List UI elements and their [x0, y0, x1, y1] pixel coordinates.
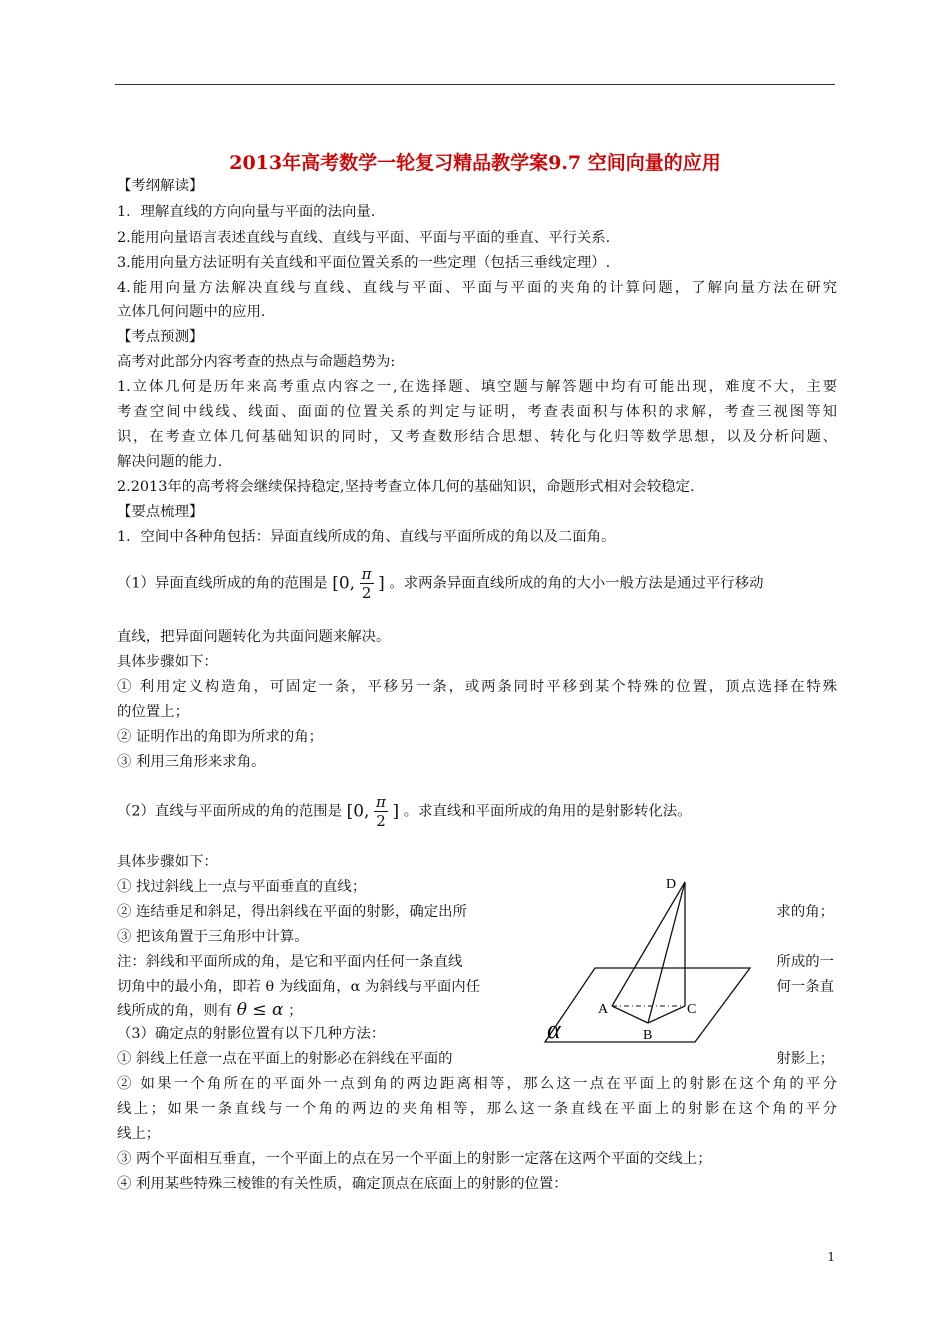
section-heading-kaogang: 【考纲解读】 [117, 178, 204, 194]
angle-range-line-2 [117, 793, 692, 830]
yuce-item: 1.立体几何是历年来高考重点内容之一,在选择题、填空题与解答题中均有可能出现，难度不大，主要 [117, 379, 837, 395]
steps-label: 具体步骤如下： [117, 854, 218, 870]
yuce-item: 高考对此部分内容考查的热点与命题趋势为: [117, 354, 396, 370]
edge-BC [648, 1006, 685, 1023]
method-item: 线上；如果一条直线与一个角的两边的夹角相等，那么这一条直线在平面上的射影在这个角的平分 [117, 1101, 837, 1117]
yuce-item: 识，在考查立体几何基础知识的同时，又考查数形结合思想、转化与化归等数学思想，以及分析问题、 [117, 429, 837, 445]
step-item: ① 利用定义构造角，可固定一条，平移另一条，或两条同时平移到某个特殊的位置，顶点选择在特殊 [117, 679, 837, 695]
fraction-pi-over-2 [360, 565, 374, 602]
step-item: ③ 把该角置于三角形中计算。 [117, 929, 309, 945]
range-close: ] [378, 573, 385, 594]
range-open: [0, [346, 801, 370, 822]
section-heading-shuli: 【要点梳理】 [117, 504, 204, 520]
page-title: 2013年高考数学一轮复习精品教学案9.7 空间向量的应用 [229, 152, 721, 174]
note-line: 切角中的最小角，即若 θ 为线面角，α 为斜线与平面内任 [117, 979, 481, 995]
fraction-denominator: 2 [361, 584, 372, 602]
text: 。求两条异面直线所成的角的大小一般方法是通过平行移动 [389, 575, 764, 592]
label-A: A [598, 1002, 609, 1017]
angle-range-line-1 [117, 565, 763, 602]
shuli-intro: 1．空间中各种角包括：异面直线所成的角、直线与平面所成的角以及二面角。 [117, 529, 616, 545]
fraction-numerator: π [376, 793, 386, 811]
edge-DB [648, 882, 685, 1023]
paragraph-line: 直线，把异面问题转化为共面问题来解决。 [117, 629, 391, 645]
note-line [117, 1000, 302, 1021]
yuce-item: 考查空间中线线、线面、面面的位置关系的判定与证明，考查表面积与体积的求解，考查三视图等知 [117, 404, 837, 420]
step-item: ② 证明作出的角即为所求的角； [117, 729, 324, 745]
step-item-right: 求的角； [776, 904, 834, 920]
kaogang-item: 3.能用向量方法证明有关直线和平面位置关系的一些定理（包括三垂线定理）. [117, 255, 611, 271]
fraction-denominator: 2 [376, 812, 386, 830]
label-alpha: α [547, 1015, 561, 1044]
text: 。求直线和平面所成的角用的是射影转化法。 [403, 803, 692, 820]
text: （1）异面直线所成的角的范围是 [117, 575, 328, 592]
method-item: ② 如果一个角所在的平面外一点到角的两边距离相等，那么这一点在平面上的射影在这个角的平分 [117, 1076, 837, 1092]
step-item: ② 连结垂足和斜足，得出斜线在平面的射影，确定出所 [117, 904, 467, 920]
text: （2）直线与平面所成的角的范围是 [117, 803, 343, 820]
method-item-right: 射影上； [776, 1051, 834, 1067]
steps-label: 具体步骤如下： [117, 654, 218, 670]
label-C: C [687, 1002, 697, 1017]
label-B: B [643, 1028, 653, 1043]
note-line-right: 何一条直 [776, 979, 834, 995]
method-item: ③ 两个平面相互垂直，一个平面上的点在另一个平面上的射影一定落在这两个平面的交线上； [117, 1151, 712, 1167]
method-item: ④ 利用某些特殊三棱锥的有关性质，确定顶点在底面上的射影的位置： [117, 1176, 568, 1192]
note-line: 注：斜线和平面所成的角，是它和平面内任何一条直线 [117, 954, 463, 970]
label-D: D [666, 877, 677, 892]
geometry-diagram [535, 870, 765, 1050]
note-line-right: 所成的一 [776, 954, 834, 970]
step-item: 的位置上； [117, 704, 189, 720]
text: ； [288, 1003, 303, 1019]
method-item: ① 斜线上任意一点在平面上的射影必在斜线在平面的 [117, 1051, 453, 1067]
yuce-item: 解决问题的能力. [117, 454, 223, 470]
kaogang-item: 2.能用向量语言表述直线与直线、直线与平面、平面与平面的垂直、平行关系. [117, 230, 611, 246]
header-rule [115, 84, 835, 85]
kaogang-item: 1．理解直线的方向向量与平面的法向量. [117, 204, 376, 220]
paragraph-line: （3）确定点的射影位置有以下几种方法： [117, 1026, 386, 1042]
section-heading-yuce: 【考点预测】 [117, 329, 204, 345]
range-open: [0, [332, 573, 356, 594]
inequality: θ ≤ α [236, 1000, 284, 1020]
fraction-pi-over-2 [374, 793, 388, 830]
text: 线所成的角，则有 [117, 1003, 233, 1019]
yuce-item: 2.2013年的高考将会继续保持稳定,坚持考查立体几何的基础知识，命题形式相对会较稳定. [117, 479, 695, 495]
edge-AB [612, 1006, 648, 1023]
fraction-numerator: π [361, 565, 372, 583]
page-number: 1 [827, 1250, 835, 1264]
range-close: ] [392, 801, 400, 822]
step-item: ③ 利用三角形来求角。 [117, 754, 266, 770]
edge-DA [612, 882, 685, 1006]
kaogang-item: 4.能用向量方法解决直线与直线、直线与平面、平面与平面的夹角的计算问题，了解向量方法在研究 [117, 280, 837, 296]
kaogang-item: 立体几何问题中的应用. [117, 304, 266, 320]
method-item: 线上； [117, 1126, 161, 1142]
step-item: ① 找过斜线上一点与平面垂直的直线； [117, 879, 367, 895]
